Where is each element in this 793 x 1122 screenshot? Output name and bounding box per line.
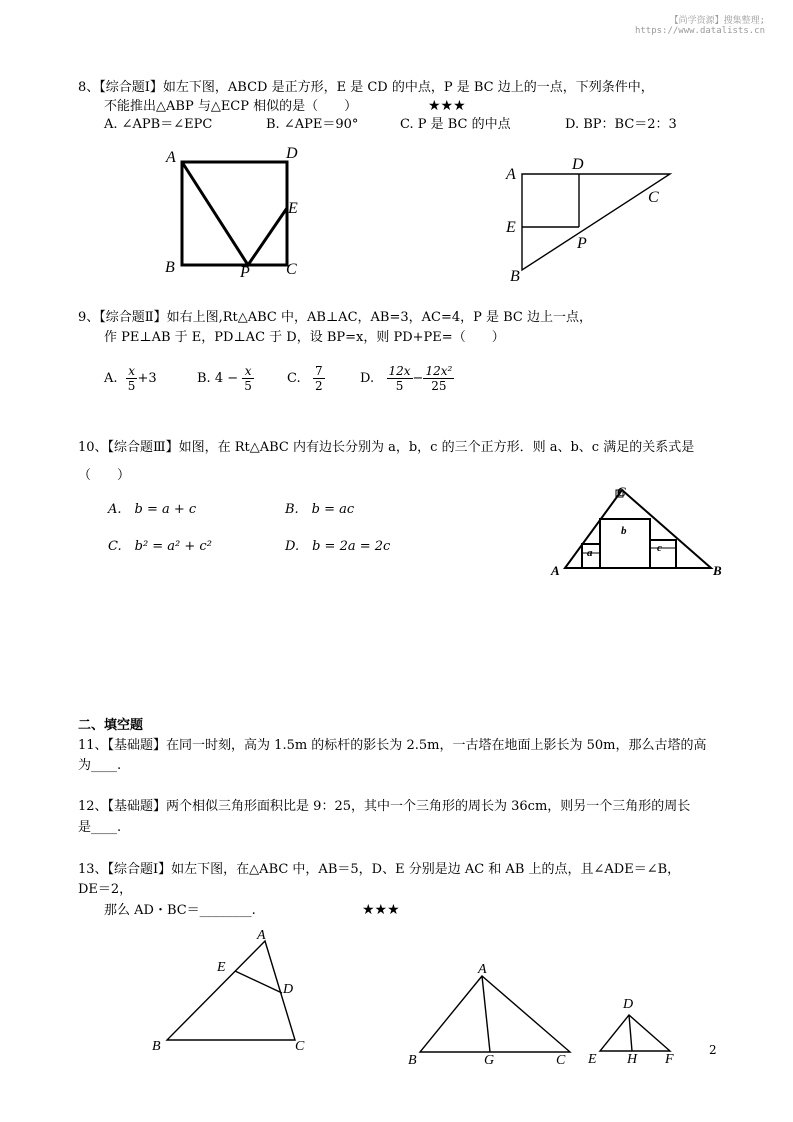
watermark-line2: https://www.datalists.cn bbox=[634, 26, 765, 36]
q13f3-label-h: H bbox=[627, 1052, 638, 1067]
q8-line1: 8、【综合题Ⅰ】如左下图，ABCD 是正方形，E 是 CD 的中点，P 是 BC 边上的一点，下列条件中， bbox=[78, 80, 654, 95]
q13-stars: ★★★ bbox=[362, 902, 400, 918]
q13-triangle-figure-3 bbox=[580, 990, 690, 1070]
q13-triangle-figure-1 bbox=[145, 925, 320, 1055]
q8f2-label-d: D bbox=[572, 156, 584, 173]
q13f1-label-b: B bbox=[152, 1039, 161, 1054]
page-number: 2 bbox=[709, 1043, 717, 1057]
q12-line2: 是____. bbox=[78, 820, 122, 835]
q8f1-label-e: E bbox=[288, 200, 298, 217]
q8-option-d: D. BP：BC＝2：3 bbox=[565, 117, 677, 132]
q10f-label-b-square: b bbox=[621, 525, 627, 537]
q10f-label-c-vertex: C bbox=[617, 484, 626, 499]
q10-option-b: B. b = ac bbox=[285, 502, 355, 517]
q10-option-a: A. b = a + c bbox=[108, 502, 197, 517]
q11-line1: 11、【基础题】在同一时刻，高为 1.5m 的标杆的影长为 2.5m，一古塔在地面上影长为 50m，那么古塔的高 bbox=[78, 738, 707, 753]
q13-line3: 那么 AD・BC＝________. bbox=[104, 903, 256, 918]
q10f-label-c-square: c bbox=[657, 542, 662, 554]
q8-option-c: C. P 是 BC 的中点 bbox=[400, 117, 511, 132]
q10-option-c: C. b² = a² + c² bbox=[108, 539, 212, 554]
q12-line1: 12、【基础题】两个相似三角形面积比是 9：25，其中一个三角形的周长为 36cm，则另一个三角形的周长 bbox=[78, 799, 691, 814]
q10f-label-a-square: a bbox=[587, 547, 593, 559]
q9-option-d: D. $\frac{12x}{5}$ − $\frac{\text{12x²}}{25}$ bbox=[360, 364, 453, 393]
q8f1-label-p: P bbox=[240, 264, 250, 280]
q13f3-label-e: E bbox=[588, 1052, 597, 1067]
q8f2-label-e: E bbox=[506, 219, 516, 236]
q9-triangle-figure bbox=[500, 150, 680, 285]
q8f1-label-d: D bbox=[286, 145, 298, 162]
q13-triangle-figure-2 bbox=[400, 960, 585, 1070]
q13f2-label-c: C bbox=[556, 1053, 566, 1068]
q13-line2: DE＝2， bbox=[78, 882, 133, 897]
q8-option-b: B. ∠APE＝90° bbox=[266, 117, 359, 132]
q13-line1: 13、【综合题Ⅰ】如左下图，在△ABC 中，AB＝5，D、E 分别是边 AC 和 AB 上的点，且∠ADE＝∠B， bbox=[78, 862, 681, 877]
q13f1-label-c: C bbox=[295, 1039, 305, 1054]
q13f2-label-g: G bbox=[484, 1053, 495, 1068]
q9-line2: 作 PE⊥AB 于 E，PD⊥AC 于 D，设 BP=x，则 PD+PE=（ ） bbox=[104, 330, 505, 345]
q13f2-label-b: B bbox=[408, 1053, 417, 1068]
q10-squares-figure bbox=[545, 478, 730, 578]
q8-stars: ★★★ bbox=[428, 98, 466, 114]
q13f3-label-d: D bbox=[623, 997, 634, 1012]
q8f2-label-a: A bbox=[506, 166, 516, 183]
q10-option-d: D. b = 2a = 2c bbox=[285, 539, 391, 554]
q8-square-figure bbox=[160, 140, 310, 280]
q8f2-label-p: P bbox=[577, 235, 587, 252]
q9-line1: 9、【综合题Ⅱ】如右上图,Rt△ABC 中，AB⊥AC，AB=3，AC=4，P 是 BC 边上一点， bbox=[78, 310, 593, 325]
q8-option-a: A. ∠APB＝∠EPC bbox=[104, 117, 213, 132]
q9-option-b: B. 4 − $\frac{x}{5}$ bbox=[197, 364, 252, 393]
watermark-line1: 【尚学资源】搜集整理; bbox=[669, 16, 765, 26]
q8-line2: 不能推出△ABP 与△ECP 相似的是（ ） bbox=[104, 99, 358, 114]
q13f3-label-f: F bbox=[665, 1052, 674, 1067]
q8f2-label-c: C bbox=[648, 189, 659, 206]
q9-option-a: A. $\frac{x}{5}$ +3 bbox=[104, 364, 157, 393]
q10f-label-a-vertex: A bbox=[551, 563, 560, 578]
section-title-fill-in: 二、填空题 bbox=[78, 718, 144, 733]
q8f2-label-b: B bbox=[510, 268, 520, 285]
q10-line2: （ ） bbox=[78, 468, 131, 483]
q8f1-label-c: C bbox=[286, 261, 297, 278]
q8f1-label-a: A bbox=[166, 149, 176, 166]
q10f-label-b-vertex: B bbox=[713, 563, 722, 578]
q13f1-label-d: D bbox=[283, 982, 294, 997]
q9-option-c: C. $\frac{7}{2}$ bbox=[287, 364, 323, 393]
q8f1-label-b: B bbox=[165, 259, 175, 276]
q13f1-label-e: E bbox=[217, 960, 226, 975]
q13f1-label-a: A bbox=[257, 928, 266, 943]
q10-line1: 10、【综合题Ⅲ】如图，在 Rt△ABC 内有边长分别为 a，b，c 的三个正方形．则 a、b、c 满足的关系式是 bbox=[78, 440, 695, 455]
q11-line2: 为____. bbox=[78, 758, 122, 773]
q13f2-label-a: A bbox=[478, 962, 487, 977]
